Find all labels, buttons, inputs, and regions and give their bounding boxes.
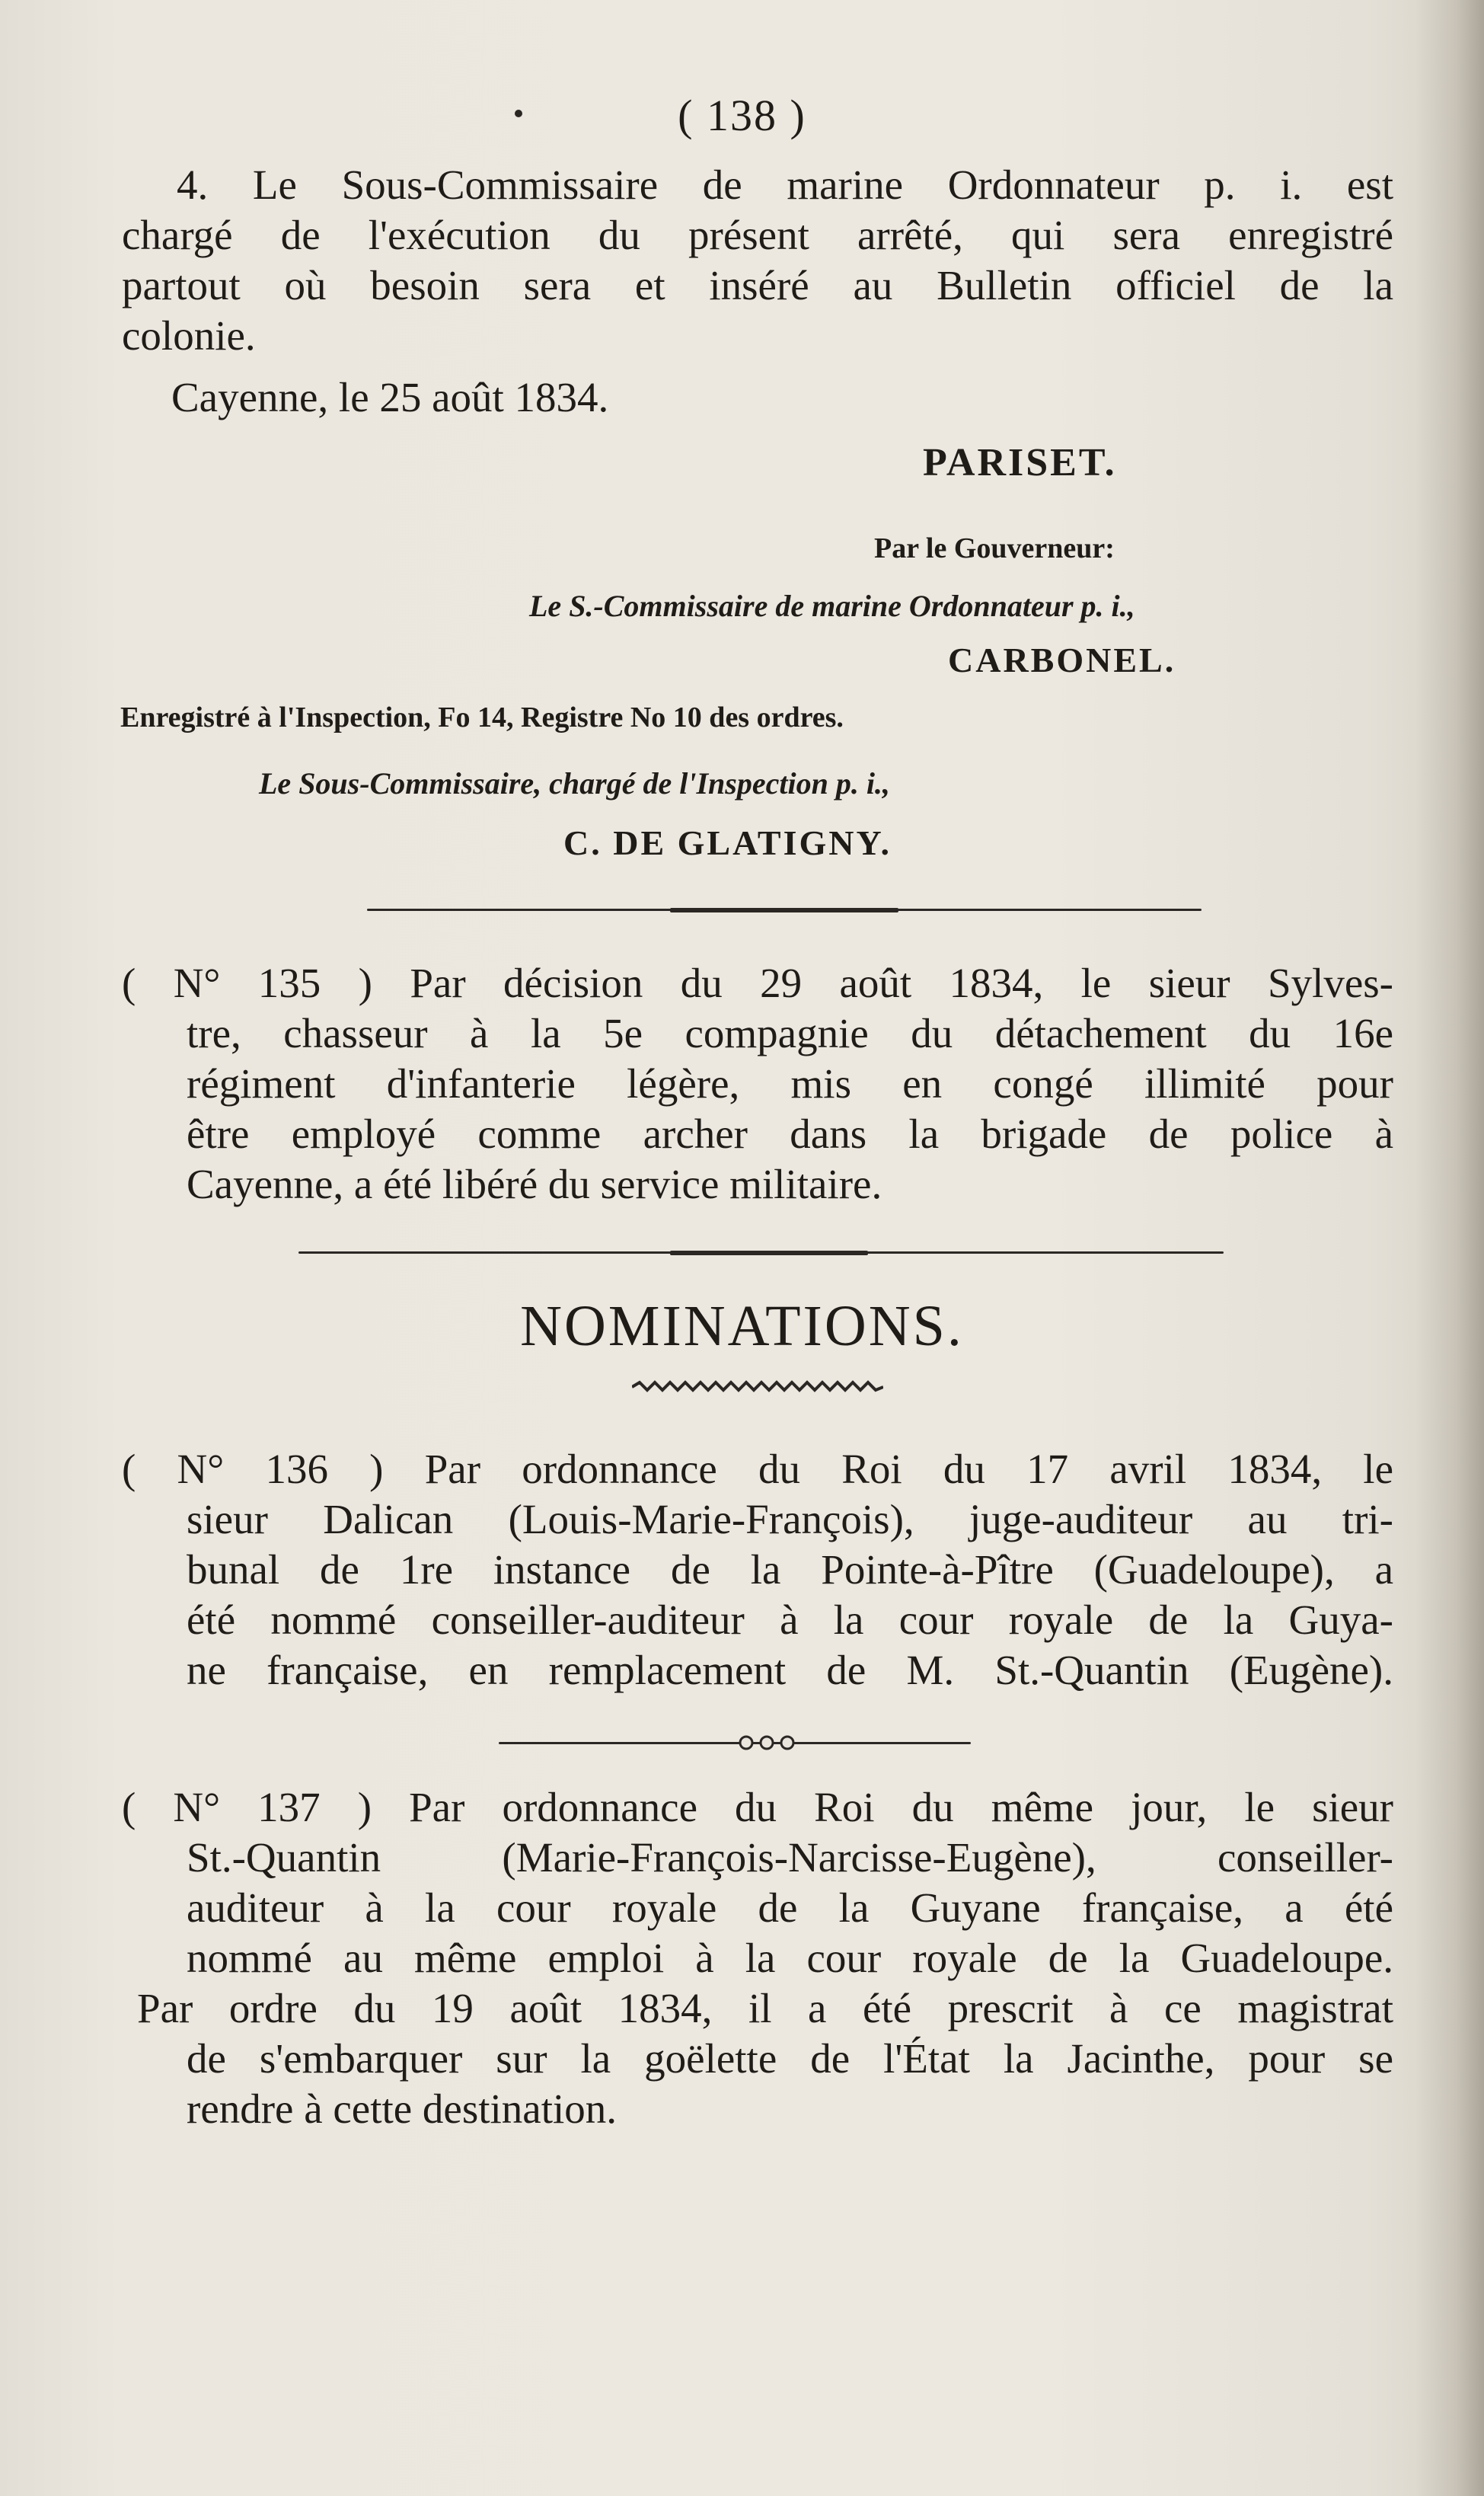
decision-135-paragraph (122, 958, 1393, 1210)
decision-135-line: tre, chasseur à la 5e compagnie du détachement du 16e (187, 1010, 1393, 1056)
nomination-136-line: été nommé conseiller-auditeur à la cour royale de la Guya- (187, 1596, 1393, 1643)
nomination-137-paragraph (122, 1782, 1393, 2134)
decision-135-line: régiment d'infanterie légère, mis en congé illimité pour (187, 1060, 1393, 1107)
nomination-136-line: bunal de 1re instance de la Pointe-à-Pître (Guadeloupe), a (187, 1546, 1393, 1593)
inspection-title: Le Sous-Commissaire, chargé de l'Inspection p. i., (259, 766, 890, 801)
nomination-136-line: sieur Dalican (Louis-Marie-François), juge-auditeur au tri- (187, 1496, 1393, 1542)
commissaire-signature: CARBONEL. (948, 641, 1176, 679)
nomination-137-line: rendre à cette destination. (187, 2085, 618, 2132)
registration-note: Enregistré à l'Inspection, Fo 14, Registre No 10 des ordres. (120, 702, 844, 733)
article-4-line: chargé de l'exécution du présent arrêté, qui sera enregistré (122, 212, 1393, 258)
par-le-gouverneur: Par le Gouverneur: (874, 532, 1115, 564)
article-4-line: colonie. (122, 312, 256, 359)
page-number: ( 138 ) (0, 90, 1484, 141)
nomination-136-line: ( N° 136 ) Par ordonnance du Roi du 17 avril 1834, le (122, 1446, 1393, 1492)
article-4-line: 4. Le Sous-Commissaire de marine Ordonnateur p. i. est (177, 161, 1393, 208)
commissaire-title: Le S.-Commissaire de marine Ordonnateur p. i., (529, 589, 1135, 623)
nomination-136-paragraph (122, 1444, 1393, 1695)
ink-dot (515, 110, 522, 117)
decision-135-line: être employé comme archer dans la brigade de police à (187, 1111, 1393, 1157)
article-4-paragraph (122, 160, 1393, 361)
ornament-circles (732, 1734, 801, 1752)
nomination-137-line: Par ordre du 19 août 1834, il a été prescrit à ce magistrat (137, 1985, 1393, 2031)
date-line: Cayenne, le 25 août 1834. (171, 374, 609, 420)
inspection-signature: C. DE GLATIGNY. (563, 823, 892, 862)
section-heading: NOMINATIONS. (520, 1294, 964, 1358)
nomination-137-line: nommé au même emploi à la cour royale de la Guadeloupe. (187, 1935, 1393, 1981)
nomination-136-line: ne française, en remplacement de M. St.-Quantin (Eugène). (187, 1647, 1393, 1693)
nomination-137-line: auditeur à la cour royale de la Guyane française, a été (187, 1884, 1393, 1931)
separator-rule-center (670, 1251, 868, 1255)
decision-135-line: ( N° 135 ) Par décision du 29 août 1834, le sieur Sylves- (122, 960, 1393, 1006)
governor-signature: PARISET. (923, 441, 1117, 484)
article-4-line: partout où besoin sera et inséré au Bulletin officiel de la (122, 262, 1393, 308)
decorative-zigzag (632, 1380, 883, 1394)
decision-135-line: Cayenne, a été libéré du service militaire. (187, 1161, 882, 1207)
nomination-137-line: St.-Quantin (Marie-François-Narcisse-Eugène), conseiller- (187, 1834, 1393, 1881)
book-spine-shadow (1415, 0, 1484, 2496)
nomination-137-line: de s'embarquer sur la goëlette de l'État la Jacinthe, pour se (187, 2035, 1393, 2082)
nomination-137-line: ( N° 137 ) Par ordonnance du Roi du même jour, le sieur (122, 1784, 1393, 1830)
separator-rule-center (670, 908, 898, 912)
